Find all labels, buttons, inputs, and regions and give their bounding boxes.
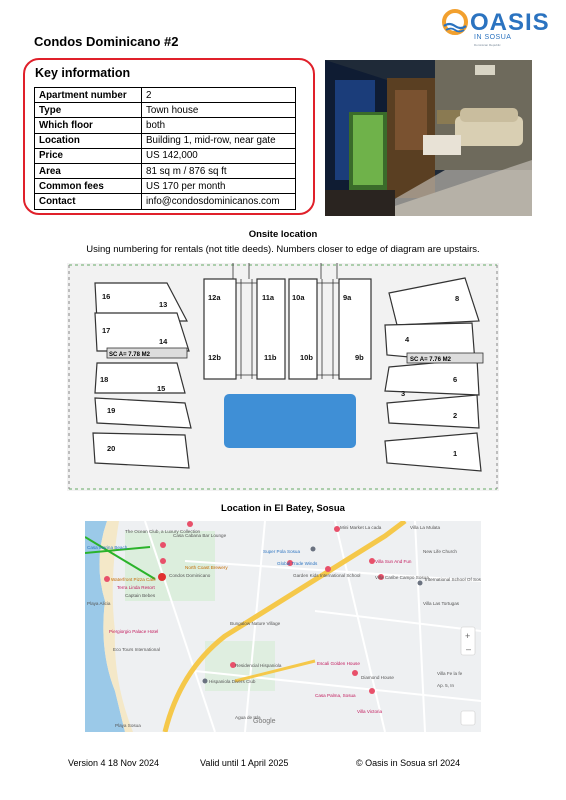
footer-copyright: © Oasis in Sosua srl 2024: [356, 758, 461, 768]
row-label: Type: [35, 103, 142, 118]
zoom-in-icon[interactable]: +: [465, 631, 471, 641]
row-value: Building 1, mid-row, near gate: [142, 133, 296, 148]
table-row: [35, 194, 296, 209]
map-label: Villa Sun And Fun: [375, 559, 412, 564]
map-label: North Coast Brewery: [185, 565, 228, 570]
zoom-out-icon[interactable]: –: [466, 644, 472, 654]
map-label: Playa Alicia: [87, 601, 111, 606]
map-label: The Ocean Club, a Luxury Collection: [125, 529, 201, 534]
map-label: Casa Palma, Sosua: [315, 693, 356, 698]
row-label: Location: [35, 133, 142, 148]
row-value: Town house: [142, 103, 296, 118]
map-label: Terra Linda Resort: [117, 585, 155, 590]
unit-label: 20: [107, 444, 116, 453]
map-label: Playa Sosua: [115, 723, 141, 728]
table-row: [35, 148, 296, 163]
unit-label: 9b: [355, 353, 364, 362]
sc-label-right: SC A= 7.76 M2: [410, 357, 451, 363]
map-heading: Location in El Batey, Sosua: [221, 503, 345, 514]
map-label: Casa Cabana Bar Lounge: [173, 533, 227, 538]
unit-label: 12a: [208, 293, 221, 302]
unit-label: 6: [453, 375, 458, 384]
row-label: Apartment number: [35, 88, 142, 103]
unit-label: 4: [405, 335, 410, 344]
logo-word: OASIS: [470, 9, 550, 36]
table-row: [35, 133, 296, 148]
condo-pin-icon[interactable]: [158, 573, 166, 581]
table-row: [35, 163, 296, 178]
map-label: Villa Fe la fe: [437, 671, 463, 676]
location-map[interactable]: [85, 521, 481, 732]
map-label: Hispaniola Divers Club: [209, 679, 256, 684]
map-label: Bungalow Nature Village: [230, 621, 281, 626]
table-row: [35, 103, 296, 118]
oasis-logo: [440, 8, 550, 48]
map-label: Mini Market La cada: [340, 525, 382, 530]
row-value: US 142,000: [142, 148, 296, 163]
map-label: Condos Dominicano: [169, 573, 211, 578]
pool: [224, 394, 356, 448]
map-label: International School Of Sosua: [425, 577, 481, 582]
table-row: [35, 118, 296, 133]
unit-label: 13: [159, 300, 168, 309]
unit-label: 8: [455, 294, 460, 303]
unit-label: 3: [401, 389, 406, 398]
unit-label: 15: [157, 384, 166, 393]
unit-label: 16: [102, 292, 111, 301]
sun-waves-icon: [440, 8, 470, 36]
living-room-image: [325, 60, 532, 216]
unit-label: 10a: [292, 293, 305, 302]
table-row: [35, 179, 296, 194]
key-information-box: [23, 58, 315, 215]
google-watermark: Google: [253, 718, 276, 725]
map-label: Ap. 5, In: [437, 683, 455, 688]
table-row: [35, 88, 296, 103]
onsite-subtitle: Using numbering for rentals (not title deeds). Numbers closer to edge of diagram are upstairs.: [86, 244, 480, 255]
map-label: Escali Golden House: [317, 661, 360, 666]
map-label: Villa Las Tortugas: [423, 601, 460, 606]
row-value: 81 sq m / 876 sq ft: [142, 163, 296, 178]
map-label: Residencial Hispaniola: [235, 663, 282, 668]
unit-label: 19: [107, 406, 116, 415]
site-diagram: [67, 263, 499, 491]
row-value: info@condosdominicanos.com: [142, 194, 296, 209]
unit-label: 2: [453, 411, 458, 420]
site-plan: [67, 263, 499, 491]
logo-tagline: Dominican Republic: [474, 43, 501, 47]
unit-label: 17: [102, 326, 111, 335]
zoom-controls[interactable]: [461, 627, 475, 655]
map-label: Villa Caribe Campo Sosua: [375, 575, 429, 580]
map-label: Garden Kids International School: [293, 573, 361, 578]
map-label: Diamond House: [361, 675, 394, 680]
map-label: Waterfront Pizza Café: [111, 577, 156, 582]
unit-label: 18: [100, 375, 109, 384]
unit-label: 10b: [300, 353, 313, 362]
map-label: Piergiorgio Palace Hotel: [109, 629, 159, 634]
row-value: 2: [142, 88, 296, 103]
pegman-icon[interactable]: [461, 711, 475, 725]
unit-label: 14: [159, 337, 168, 346]
unit-label: 11b: [264, 353, 277, 362]
key-information-table: [34, 87, 296, 210]
document-title: Condos Dominicano #2: [34, 34, 179, 49]
map-label: Global Trade Winds: [277, 561, 318, 566]
map-label: Eco Tours International: [113, 647, 160, 652]
map-label: Agua de Isla: [235, 715, 261, 720]
map-label: New Life Church: [423, 549, 457, 554]
row-value: US 170 per month: [142, 179, 296, 194]
interior-photo: [325, 60, 532, 216]
footer-version: Version 4 18 Nov 2024: [68, 758, 160, 768]
key-information-heading: Key information: [35, 66, 131, 80]
row-label: Common fees: [35, 179, 142, 194]
map-label: Villa La Mulata: [410, 525, 441, 530]
logo-subtitle: IN SOSUA: [474, 34, 512, 41]
row-label: Area: [35, 163, 142, 178]
unit-label: 9a: [343, 293, 352, 302]
map-label: Captain Bebes: [125, 593, 156, 598]
row-value: both: [142, 118, 296, 133]
onsite-heading: Onsite location: [248, 229, 318, 240]
row-label: Which floor: [35, 118, 142, 133]
sc-label-left: SC A= 7.78 M2: [109, 352, 150, 358]
map-canvas[interactable]: [85, 521, 481, 732]
map-label: Villa Victoria: [357, 709, 383, 714]
row-label: Price: [35, 148, 142, 163]
logo-wordmark: [470, 10, 550, 36]
map-label: Super Pola Sosua: [263, 549, 301, 554]
row-label: Contact: [35, 194, 142, 209]
unit-label: 11a: [262, 293, 275, 302]
unit-label: 12b: [208, 353, 221, 362]
map-label: Casa Marina Beach: [87, 545, 128, 550]
footer-valid: Valid until 1 April 2025: [200, 758, 289, 768]
unit-label: 1: [453, 449, 458, 458]
